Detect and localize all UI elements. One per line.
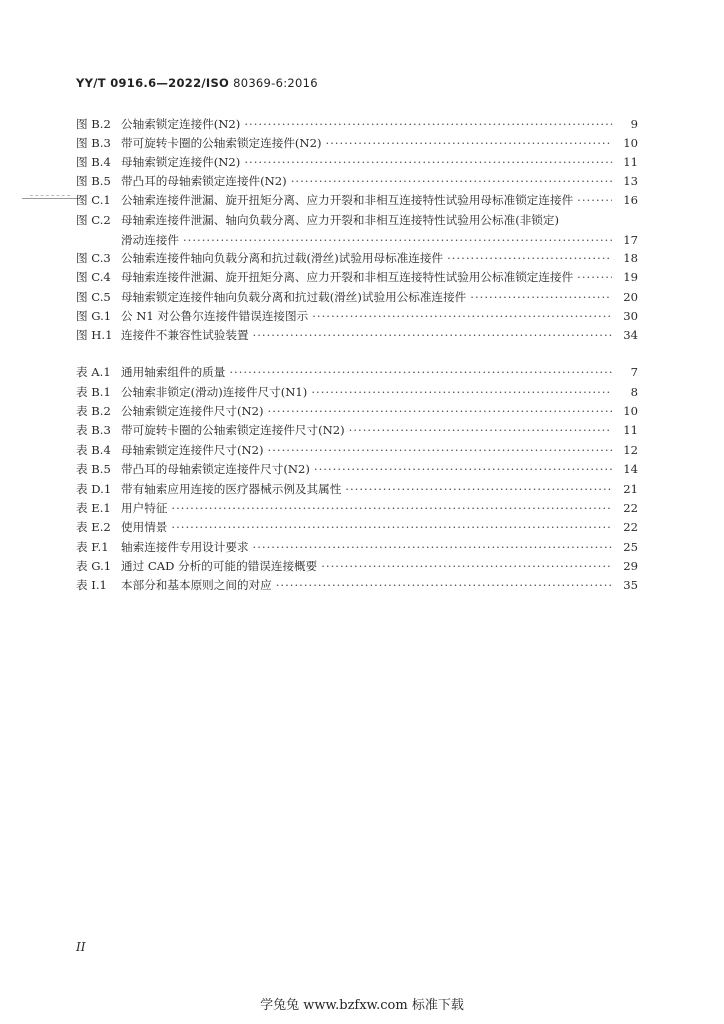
toc-entry-label: 图 G.1: [76, 309, 112, 323]
toc-leader-dots: [314, 460, 612, 478]
toc-entry-continuation[interactable]: [76, 231, 638, 249]
toc-entry[interactable]: [76, 307, 638, 325]
toc-leader-dots: [312, 307, 612, 325]
toc-entry-page: 19: [623, 270, 638, 284]
toc-entry-label: 图 C.4: [76, 270, 111, 284]
toc-entry[interactable]: [76, 326, 638, 344]
toc-entry-label: 图 H.1: [76, 328, 113, 342]
toc-entry-page: 18: [623, 251, 638, 265]
toc-leader-dots: [171, 518, 612, 536]
toc-entry-page: 25: [623, 540, 638, 554]
toc-entry-label: 图 C.1: [76, 193, 111, 207]
toc-entry-page: 29: [623, 559, 638, 573]
toc-entry[interactable]: [76, 460, 638, 478]
toc-entry[interactable]: [76, 402, 638, 420]
toc-entry-title: 轴索连接件专用设计要求: [121, 540, 249, 554]
toc-entry[interactable]: [76, 538, 638, 556]
toc-entry[interactable]: [76, 499, 638, 517]
toc-entry-page: 22: [623, 501, 638, 515]
toc-entry[interactable]: [76, 268, 638, 286]
toc-entry-title: 公轴索锁定连接件尺寸(N2): [121, 404, 264, 418]
toc-entry-title: 连接件不兼容性试验装置: [121, 328, 249, 342]
toc-entry-title: 母轴索锁定连接件(N2): [121, 155, 241, 169]
toc-leader-dots: [171, 499, 612, 517]
toc-entry-label: 图 B.4: [76, 155, 111, 169]
toc-entry-label: 表 B.1: [76, 385, 111, 399]
toc-entry-title: 母轴索连接件泄漏、旋开扭矩分离、应力开裂和非相互连接特性试验用公标准锁定连接件: [121, 270, 574, 284]
toc-entry-label: 表 A.1: [76, 365, 111, 379]
toc-entry-page: 22: [623, 520, 638, 534]
page-number-roman: II: [76, 940, 86, 954]
toc-entry-title: 带凸耳的母轴索锁定连接件尺寸(N2): [121, 462, 310, 476]
toc-leader-dots: [291, 172, 612, 190]
toc-leader-dots: [349, 421, 612, 439]
toc-entry[interactable]: [76, 115, 638, 133]
toc-entry-page: 10: [623, 404, 638, 418]
toc-entry-title: 公 N1 对公鲁尔连接件错误连接图示: [121, 309, 309, 323]
toc-entry-title: 带可旋转卡圈的公轴索锁定连接件尺寸(N2): [121, 423, 345, 437]
toc-entry[interactable]: [76, 363, 638, 381]
toc-entry-label: 表 G.1: [76, 559, 112, 573]
standard-number: [76, 76, 318, 90]
toc-entry-label: 表 B.4: [76, 443, 111, 457]
toc-entry[interactable]: [76, 211, 638, 229]
toc-entry-label: 表 E.2: [76, 520, 111, 534]
toc-entry[interactable]: [76, 288, 638, 306]
toc-leader-dots: [345, 480, 612, 498]
toc-entry[interactable]: [76, 480, 638, 498]
toc-entry-page: 11: [623, 155, 638, 169]
toc-entry-page: 17: [623, 233, 638, 247]
scan-mark-line: [22, 198, 80, 199]
toc-entry-label: 图 B.3: [76, 136, 111, 150]
toc-entry[interactable]: [76, 191, 638, 209]
toc-entry-label: 表 D.1: [76, 482, 112, 496]
toc-entry[interactable]: [76, 441, 638, 459]
toc-entry[interactable]: [76, 383, 638, 401]
toc-leader-dots: [311, 383, 612, 401]
toc-entry-page: 11: [623, 423, 638, 437]
toc-entry-title: 使用情景: [121, 520, 168, 534]
toc-entry-page: 30: [623, 309, 638, 323]
toc-leader-dots: [470, 288, 612, 306]
toc-leader-dots: [268, 441, 612, 459]
toc-leader-dots: [321, 557, 612, 575]
toc-entry-page: 16: [623, 193, 638, 207]
toc-entry-title: 通用轴索组件的质量: [121, 365, 226, 379]
toc-entry-title: 带可旋转卡圈的公轴索锁定连接件(N2): [121, 136, 322, 150]
standard-number-bold: YY/T 0916.6—2022/ISO: [76, 76, 230, 90]
toc-entry-title: 带凸耳的母轴索锁定连接件(N2): [121, 174, 287, 188]
toc-leader-dots: [577, 268, 612, 286]
toc-entry-label: 图 B.2: [76, 117, 111, 131]
toc-entry-title: 带有轴索应用连接的医疗器械示例及其属性: [121, 482, 342, 496]
toc-entry-label: 图 B.5: [76, 174, 111, 188]
toc-leader-dots: [244, 153, 612, 171]
toc-entry-label: 图 C.5: [76, 290, 111, 304]
standard-number-rest: 80369-6:2016: [229, 76, 318, 90]
toc-entry-page: 34: [623, 328, 638, 342]
toc-entry-title-continued: 滑动连接件: [121, 233, 179, 247]
toc-entry-title: 公轴索非锁定(滑动)连接件尺寸(N1): [121, 385, 308, 399]
toc-entry[interactable]: [76, 557, 638, 575]
toc-entry-page: 14: [623, 462, 638, 476]
toc-entry-page: 20: [623, 290, 638, 304]
toc-entry[interactable]: [76, 134, 638, 152]
toc-leader-dots: [253, 538, 612, 556]
toc-entry-label: 表 E.1: [76, 501, 111, 515]
toc-entry-page: 8: [630, 385, 638, 399]
toc-entry[interactable]: [76, 249, 638, 267]
toc-entry[interactable]: [76, 421, 638, 439]
toc-entry-label: 表 B.3: [76, 423, 111, 437]
toc-entry-label: 图 C.3: [76, 251, 111, 265]
toc-entry-title: 公轴索连接件轴向负载分离和抗过载(滑丝)试验用母标准连接件: [121, 251, 444, 265]
scan-mark-dashed: [30, 195, 70, 196]
toc-entry-page: 13: [623, 174, 638, 188]
toc-entry-page: 7: [630, 365, 638, 379]
toc-entry[interactable]: [76, 153, 638, 171]
toc-entry-page: 12: [623, 443, 638, 457]
toc-entry-page: 21: [623, 482, 638, 496]
toc-leader-dots: [244, 115, 612, 133]
toc-entry-title: 公轴索连接件泄漏、旋开扭矩分离、应力开裂和非相互连接特性试验用母标准锁定连接件: [121, 193, 574, 207]
toc-entry[interactable]: [76, 172, 638, 190]
watermark-text: 学兔兔 www.bzfxw.com 标准下载: [260, 998, 464, 1013]
toc-leader-dots: [268, 402, 612, 420]
toc-leader-dots: [276, 576, 612, 594]
toc-entry-title: 母轴索锁定连接件尺寸(N2): [121, 443, 264, 457]
toc-entry-title: 通过 CAD 分析的可能的错误连接概要: [121, 559, 318, 573]
toc-entry-label: 表 F.1: [76, 540, 109, 554]
toc-entry-title: 本部分和基本原则之间的对应: [121, 578, 272, 592]
toc-entry-label: 表 B.5: [76, 462, 111, 476]
toc-entry-page: 9: [630, 117, 638, 131]
toc-entry-label: 图 C.2: [76, 213, 111, 227]
toc-leader-dots: [253, 326, 612, 344]
toc-entry-label: 表 I.1: [76, 578, 107, 592]
toc-entry-page: 35: [623, 578, 638, 592]
toc-entry-title: 公轴索锁定连接件(N2): [121, 117, 241, 131]
toc-entry-title: 母轴索连接件泄漏、轴向负载分离、应力开裂和非相互连接特性试验用公标准(非锁定): [121, 213, 560, 227]
toc-leader-dots: [229, 363, 612, 381]
toc-entry-title: 用户特征: [121, 501, 168, 515]
toc-entry[interactable]: [76, 518, 638, 536]
toc-entry[interactable]: [76, 576, 638, 594]
toc-entry-label: 表 B.2: [76, 404, 111, 418]
toc-leader-dots: [183, 231, 612, 249]
toc-entry-page: 10: [623, 136, 638, 150]
toc-entry-indent: [76, 231, 121, 249]
toc-leader-dots: [447, 249, 612, 267]
toc-leader-dots: [577, 191, 612, 209]
toc-entry-title: 母轴索锁定连接件轴向负载分离和抗过载(滑丝)试验用公标准连接件: [121, 290, 467, 304]
toc-leader-dots: [325, 134, 612, 152]
